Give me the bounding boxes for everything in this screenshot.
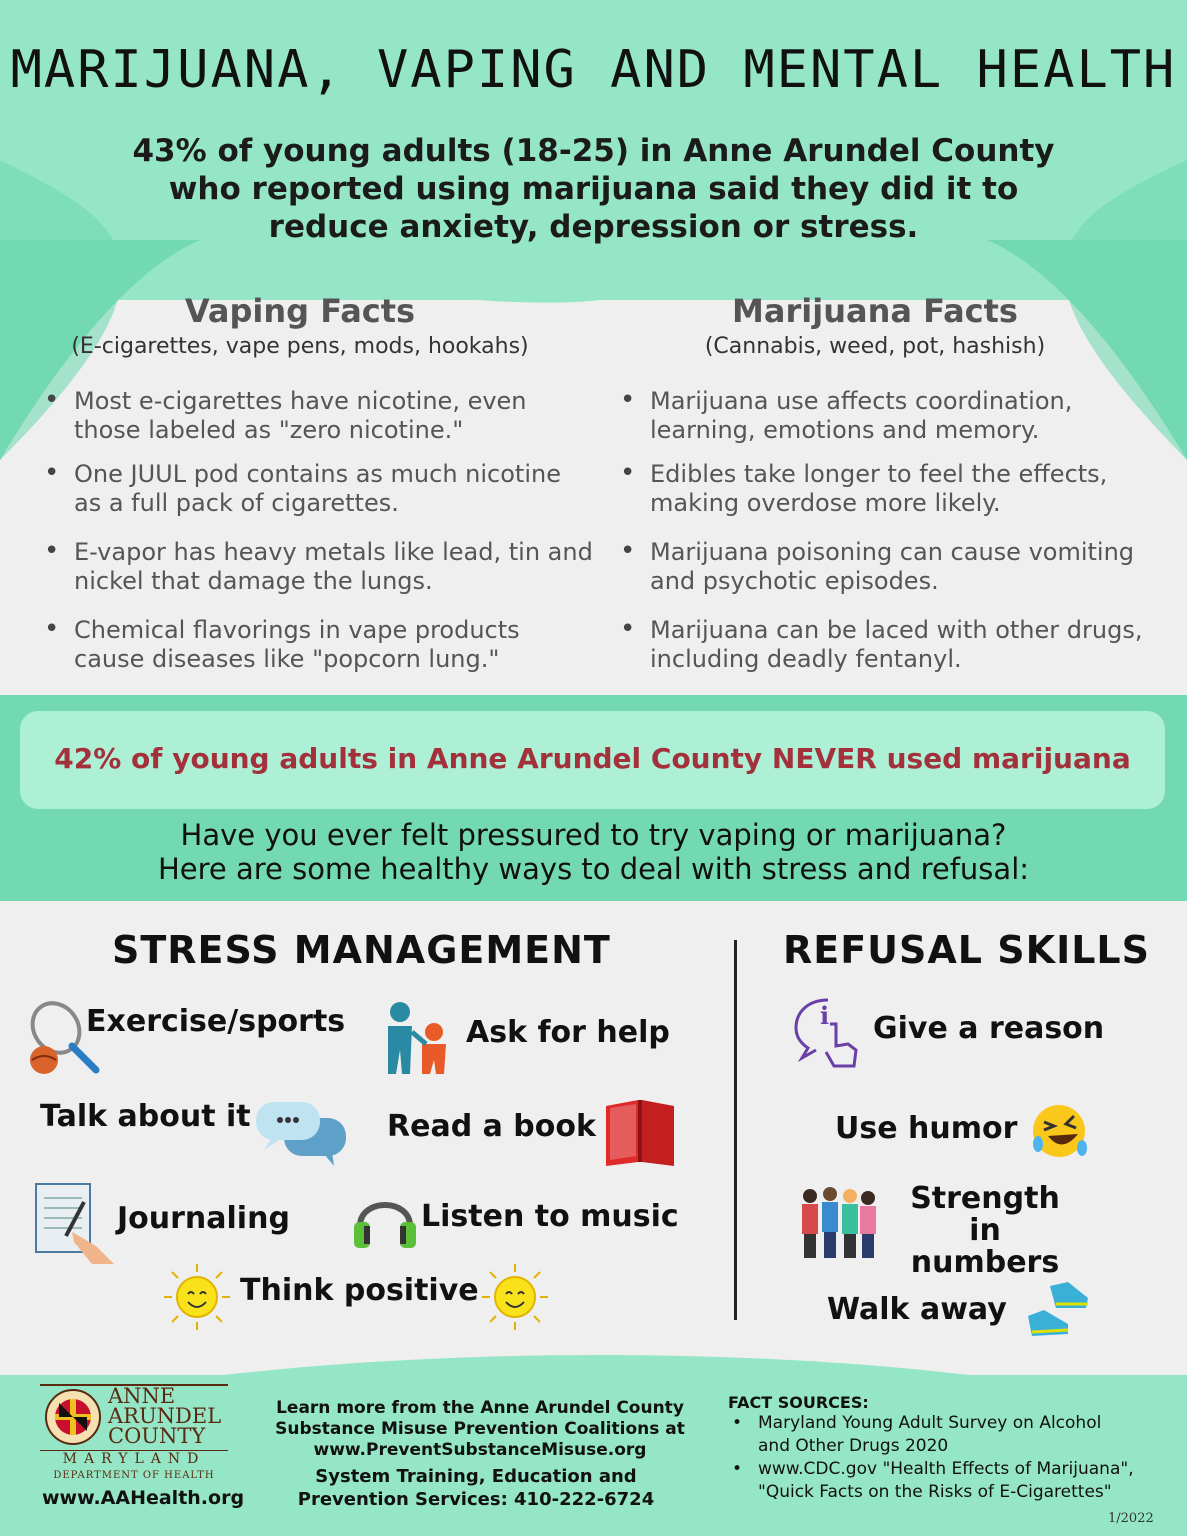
source-item: • www.CDC.gov "Health Effects of Marijuana", "Quick Facts on the Risks of E-Cigarettes" [732,1458,1172,1504]
logo-line: ANNE [108,1384,176,1408]
walk-away-label: Walk away [827,1292,1007,1327]
services-line: System Training, Education and [315,1466,637,1487]
revision-date: 1/2022 [1108,1511,1154,1526]
logo-county-name [108,1386,221,1446]
fact-sources-heading: FACT SOURCES: [728,1393,869,1412]
logo-line: COUNTY [108,1424,206,1448]
svg-text:i: i [820,1001,830,1030]
stress-management-title: STRESS MANAGEMENT [112,928,611,972]
info-hand-icon [790,994,866,1074]
refusal-skills-title: REFUSAL SKILLS [783,928,1151,972]
group-people-icon [798,1184,880,1264]
source-line: and Other Drugs 2020 [758,1436,949,1456]
section-divider [734,940,737,1320]
services-phone: Prevention Services: 410-222-6724 [297,1489,655,1510]
think-positive-label: Think positive [240,1273,479,1308]
marijuana-facts-subtitle: (Cannabis, weed, pot, hashish) [704,334,1046,359]
source-item: • Maryland Young Adult Survey on Alcohol and Other Drugs 2020 [732,1412,1172,1458]
helping-people-icon [378,998,458,1080]
list-item: • Edibles take longer to feel the effects, making overdose more likely. [620,460,1165,518]
page-title: MARIJUANA, VAPING AND MENTAL HEALTH [10,40,1177,100]
journal-hand-icon [32,1180,118,1270]
intro-statistic: 43% of young adults (18-25) in Anne Arundel County who reported using marijuana said they did it to reduce anxiety, depression or stress. [132,133,1055,245]
strength-in-numbers-label [890,1183,1080,1279]
learn-more-text [270,1398,690,1461]
list-item: • Marijuana can be laced with other drugs, including deadly fentanyl. [620,616,1165,674]
journaling-label: Journaling [117,1201,290,1236]
pressure-question [40,818,1147,886]
read-a-book-label: Read a book [387,1109,596,1144]
smiling-sun-icon [476,1262,554,1336]
use-humor-label: Use humor [835,1111,1018,1146]
vaping-facts-subtitle: (E-cigarettes, vape pens, mods, hookahs) [71,334,529,359]
marijuana-facts-section [610,292,1140,359]
question-line-1: Have you ever felt pressured to try vaping or marijuana? [180,818,1007,852]
talk-about-it-label: Talk about it [40,1099,251,1134]
logo-department: DEPARTMENT OF HEALTH [53,1470,215,1481]
list-item: • Chemical flavorings in vape products cause diseases like "popcorn lung." [44,616,594,674]
smiling-sun-icon [158,1262,236,1336]
logo-state: MARYLAND [40,1450,228,1467]
services-contact [296,1465,656,1511]
give-a-reason-label: Give a reason [873,1011,1105,1046]
source-line: "Quick Facts on the Risks of E-Cigarettes" [758,1482,1112,1502]
vaping-facts-list [44,387,594,689]
laughing-emoji-icon [1028,1100,1090,1166]
vaping-facts-heading: Vaping Facts [184,292,416,330]
numbers-line: numbers [910,1245,1060,1280]
list-item: • Marijuana use affects coordination, learning, emotions and memory. [620,387,1165,445]
strength-in-line: Strength in [910,1181,1060,1248]
logo-line: ARUNDEL [108,1404,222,1428]
never-used-statistic: 42% of young adults in Anne Arundel County NEVER used marijuana [54,742,1131,775]
vaping-facts-section [40,292,560,359]
prevention-website-link[interactable]: www.PreventSubstanceMisuse.org [313,1440,647,1460]
listen-to-music-label: Listen to music [421,1199,679,1234]
source-line: Maryland Young Adult Survey on Alcohol [758,1413,1102,1433]
list-item: • Marijuana poisoning can cause vomiting and psychotic episodes. [620,538,1165,596]
list-item: • Most e-cigarettes have nicotine, even those labeled as "zero nicotine." [44,387,594,445]
list-item: • E-vapor has heavy metals like lead, tin and nickel that damage the lungs. [44,538,594,596]
learn-line: Substance Misuse Prevention Coalitions at [275,1419,685,1439]
red-book-icon [602,1096,678,1172]
learn-line: Learn more from the Anne Arundel County [276,1398,684,1418]
headphones-icon [352,1186,418,1256]
list-item: • One JUUL pod contains as much nicotine as a full pack of cigarettes. [44,460,594,518]
department-of-health-logo [40,1384,228,1481]
ask-for-help-label: Ask for help [466,1015,670,1050]
chat-bubbles-icon [254,1098,350,1172]
county-seal-icon [44,1388,102,1446]
exercise-sports-label: Exercise/sports [86,1004,346,1039]
marijuana-facts-list [620,387,1165,689]
source-line: www.CDC.gov "Health Effects of Marijuana", [758,1459,1134,1479]
aahealth-website-link[interactable]: www.AAHealth.org [42,1487,245,1509]
fact-sources-list [732,1412,1172,1504]
marijuana-facts-heading: Marijuana Facts [732,292,1018,330]
question-line-2: Here are some healthy ways to deal with stress and refusal: [157,852,1030,886]
